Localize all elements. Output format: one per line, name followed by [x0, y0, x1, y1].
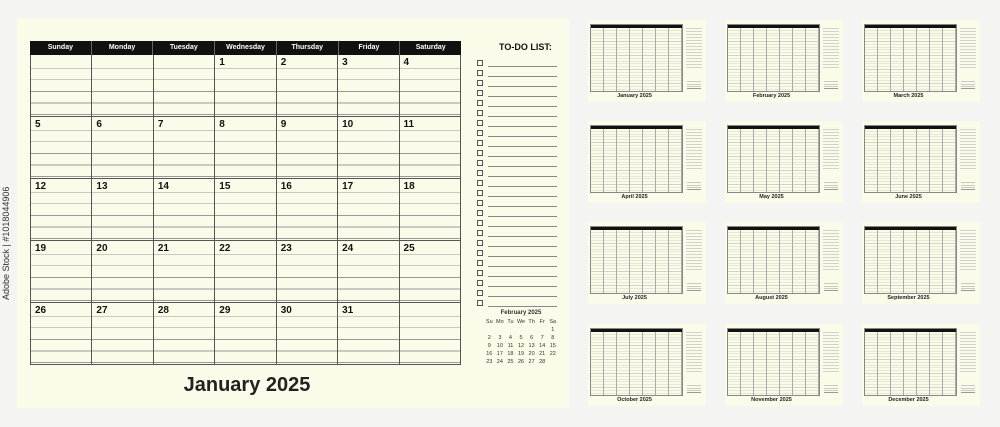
thumbnail-todo: [823, 127, 839, 171]
day-cell: [31, 303, 91, 364]
thumbnail-todo: [960, 330, 976, 374]
thumbnail-header: [865, 329, 956, 332]
thumbnail-todo: [686, 330, 702, 374]
thumbnail-label: August 2025: [755, 295, 788, 301]
day-number: 6: [96, 119, 105, 130]
thumbnail-grid: [864, 125, 957, 193]
todo-line: [488, 216, 557, 217]
day-cell: [91, 303, 152, 364]
week-row: [31, 179, 460, 241]
day-cell: [153, 303, 214, 364]
thumbnail-label: July 2025: [622, 295, 647, 301]
thumbnail-grid: [864, 226, 957, 294]
todo-item: [477, 207, 557, 217]
thumbnail-todo: [823, 26, 839, 70]
mini-day: 28: [539, 359, 546, 365]
thumbnail-header: [728, 329, 819, 332]
month-thumbnail: [588, 324, 706, 406]
checkbox-icon: [477, 210, 483, 216]
weekday-header-saturday: Saturday: [399, 41, 461, 55]
thumbnail-grid: [727, 24, 820, 92]
weekday-header-thursday: Thursday: [276, 41, 338, 55]
day-number: 20: [96, 243, 110, 254]
day-cell: [91, 179, 152, 240]
thumbnail-todo: [823, 228, 839, 272]
mini-day: 24: [496, 359, 503, 365]
month-thumbnail: [725, 324, 843, 406]
thumbnail-mini-calendar: [961, 282, 975, 292]
day-cell: [337, 117, 398, 178]
thumbnail-mini-calendar: [687, 282, 701, 292]
month-thumbnail: [588, 121, 706, 203]
day-number: 16: [281, 181, 295, 192]
thumbnail-header: [591, 227, 682, 230]
weekday-header-wednesday: Wednesday: [214, 41, 276, 55]
week-row: [31, 55, 460, 117]
todo-item: [477, 217, 557, 227]
thumbnail-label: September 2025: [887, 295, 930, 301]
thumbnail-label: January 2025: [617, 93, 652, 99]
todo-item: [477, 197, 557, 207]
checkbox-icon: [477, 140, 483, 146]
mini-day: [516, 327, 527, 335]
day-cell: [31, 117, 91, 178]
todo-line: [488, 116, 557, 117]
week-row: [31, 241, 460, 303]
weekday-header-sunday: Sunday: [47, 44, 73, 51]
mini-day: 4: [508, 335, 512, 341]
thumbnail-label: June 2025: [895, 194, 922, 200]
mini-calendar-february: [484, 310, 558, 367]
checkbox-icon: [477, 190, 483, 196]
todo-list: [477, 42, 557, 307]
mini-day: 18: [507, 351, 514, 357]
thumbnail-grid: [727, 125, 820, 193]
todo-item: [477, 127, 557, 137]
day-number: 31: [342, 305, 356, 316]
todo-line: [488, 126, 557, 127]
todo-item: [477, 187, 557, 197]
mini-weekday: Fr: [539, 319, 545, 325]
mini-week-row: [484, 327, 558, 335]
checkbox-icon: [477, 240, 483, 246]
todo-item: [477, 97, 557, 107]
day-number: 28: [158, 305, 172, 316]
mini-day: [526, 327, 537, 335]
mini-day: 9: [487, 343, 491, 349]
checkbox-icon: [477, 290, 483, 296]
todo-item: [477, 247, 557, 257]
mini-day: 21: [539, 351, 546, 357]
thumbnail-label: May 2025: [759, 194, 784, 200]
checkbox-icon: [477, 250, 483, 256]
weekday-header-friday: Friday: [338, 41, 400, 55]
todo-line: [488, 246, 557, 247]
mini-day: [495, 327, 506, 335]
thumbnail-header: [591, 25, 682, 28]
month-thumbnail: [725, 20, 843, 102]
thumbnail-label: October 2025: [617, 397, 652, 403]
day-cell: [91, 117, 152, 178]
day-number: 17: [342, 181, 356, 192]
todo-line: [488, 76, 557, 77]
day-cell: [214, 303, 275, 364]
month-thumbnail: [862, 20, 980, 102]
mini-calendar-title: February 2025: [500, 310, 542, 316]
day-cell: [214, 55, 275, 116]
thumbnail-mini-calendar: [687, 384, 701, 394]
day-cell: [399, 303, 460, 364]
day-number: 24: [342, 243, 356, 254]
mini-day: 19: [517, 351, 525, 357]
todo-title: TO-DO LIST:: [499, 42, 552, 52]
thumbnail-grid: [590, 328, 683, 396]
weekday-header-monday: Monday: [91, 41, 153, 55]
thumbnail-label: December 2025: [888, 397, 929, 403]
todo-line: [488, 146, 557, 147]
mini-week-row: [484, 359, 558, 367]
mini-day: 27: [528, 359, 535, 365]
thumbnail-header: [728, 25, 819, 28]
thumbnail-header: [865, 25, 956, 28]
mini-weekday: Mo: [496, 319, 504, 325]
thumbnail-grid: [727, 226, 820, 294]
thumbnail-grid: [590, 125, 683, 193]
checkbox-icon: [477, 150, 483, 156]
thumbnail-label: March 2025: [893, 93, 924, 99]
month-grid: [30, 41, 461, 365]
mini-week-row: [484, 351, 558, 359]
todo-line: [488, 236, 557, 237]
mini-day: 5: [519, 335, 523, 341]
todo-line: [488, 66, 557, 67]
month-thumbnail: [862, 121, 980, 203]
thumbnail-todo: [686, 26, 702, 70]
thumbnail-grid: [864, 24, 957, 92]
weekday-header: [30, 41, 461, 55]
thumbnail-header: [865, 227, 956, 230]
thumbnail-header: [591, 329, 682, 332]
mini-day: 14: [539, 343, 546, 349]
mini-day: 1: [551, 327, 555, 333]
thumbnail-todo: [686, 228, 702, 272]
checkbox-icon: [477, 180, 483, 186]
todo-item: [477, 57, 557, 67]
day-cell: [399, 241, 460, 302]
day-cell: [153, 179, 214, 240]
day-number: 18: [404, 181, 418, 192]
day-number: 5: [35, 119, 44, 130]
day-number: 9: [281, 119, 290, 130]
day-number: 21: [158, 243, 172, 254]
todo-line: [488, 296, 557, 297]
day-number: 2: [281, 57, 290, 68]
todo-item: [477, 137, 557, 147]
month-thumbnail: [725, 121, 843, 203]
month-title: January 2025: [183, 374, 311, 396]
mini-day: 11: [507, 343, 514, 349]
todo-item: [477, 67, 557, 77]
checkbox-icon: [477, 120, 483, 126]
todo-line: [488, 256, 557, 257]
todo-line: [488, 156, 557, 157]
thumbnail-mini-calendar: [824, 181, 838, 191]
mini-day: 10: [496, 343, 503, 349]
checkbox-icon: [477, 270, 483, 276]
day-number: 29: [219, 305, 233, 316]
stock-watermark-text: Adobe Stock | #1018044906: [1, 186, 11, 300]
mini-week-row: [484, 335, 558, 343]
day-cell: [214, 241, 275, 302]
todo-line: [488, 176, 557, 177]
thumbnail-mini-calendar: [961, 181, 975, 191]
day-cell: [276, 55, 337, 116]
day-cell: [399, 179, 460, 240]
day-number: 11: [404, 119, 418, 130]
todo-line: [488, 86, 557, 87]
checkbox-icon: [477, 90, 483, 96]
todo-item: [477, 237, 557, 247]
mini-day: [505, 327, 516, 335]
mini-day: 17: [496, 351, 503, 357]
week-rows: [30, 55, 461, 365]
day-number: 12: [35, 181, 49, 192]
todo-line: [488, 96, 557, 97]
todo-item: [477, 77, 557, 87]
todo-line: [488, 226, 557, 227]
day-cell: [214, 179, 275, 240]
week-row: [31, 303, 460, 365]
thumbnail-header: [728, 126, 819, 129]
month-thumbnail: [725, 222, 843, 304]
month-thumbnail: [862, 324, 980, 406]
checkbox-icon: [477, 80, 483, 86]
thumbnail-mini-calendar: [824, 80, 838, 90]
day-cell: [276, 117, 337, 178]
todo-line: [488, 106, 557, 107]
thumbnail-header: [591, 126, 682, 129]
mini-day: 16: [486, 351, 493, 357]
weekday-header-tuesday: Tuesday: [152, 41, 214, 55]
mini-weekday-row: [484, 319, 558, 327]
day-cell: [276, 179, 337, 240]
checkbox-icon: [477, 110, 483, 116]
todo-line: [488, 136, 557, 137]
week-row: [31, 117, 460, 179]
mini-day: [537, 327, 548, 335]
checkbox-icon: [477, 220, 483, 226]
day-cell: [153, 117, 214, 178]
thumbnail-mini-calendar: [824, 282, 838, 292]
mini-day: 25: [507, 359, 514, 365]
thumbnail-mini-calendar: [961, 80, 975, 90]
checkbox-icon: [477, 100, 483, 106]
todo-item: [477, 107, 557, 117]
mini-weekday: Su: [485, 319, 493, 325]
day-cell: [276, 303, 337, 364]
checkbox-icon: [477, 160, 483, 166]
mini-day: 12: [517, 343, 525, 349]
day-number: 4: [404, 57, 413, 68]
day-cell: [31, 241, 91, 302]
day-cell: [214, 117, 275, 178]
todo-line: [488, 206, 557, 207]
checkbox-icon: [477, 200, 483, 206]
day-cell: [399, 55, 460, 116]
mini-day: 2: [487, 335, 491, 341]
thumbnail-todo: [686, 127, 702, 171]
thumbnail-grid: [590, 24, 683, 92]
thumbnail-grid: [727, 328, 820, 396]
thumbnail-mini-calendar: [824, 384, 838, 394]
day-number: 7: [158, 119, 167, 130]
checkbox-icon: [477, 70, 483, 76]
thumbnail-todo: [823, 330, 839, 374]
todo-item: [477, 177, 557, 187]
todo-item: [477, 147, 557, 157]
thumbnail-label: April 2025: [621, 194, 648, 200]
mini-day: 3: [498, 335, 502, 341]
day-number: 26: [35, 305, 49, 316]
thumbnail-header: [728, 227, 819, 230]
day-cell: [337, 303, 398, 364]
thumbnail-mini-calendar: [687, 80, 701, 90]
todo-line: [488, 276, 557, 277]
day-number: 14: [158, 181, 172, 192]
todo-item: [477, 277, 557, 287]
todo-item: [477, 87, 557, 97]
day-number: 10: [342, 119, 356, 130]
day-number: 13: [96, 181, 110, 192]
day-cell: [91, 241, 152, 302]
mini-week-row: [484, 343, 558, 351]
checkbox-icon: [477, 260, 483, 266]
day-number: 30: [281, 305, 295, 316]
day-cell: [399, 117, 460, 178]
checkbox-icon: [477, 130, 483, 136]
day-cell: [91, 55, 152, 116]
mini-day: 26: [517, 359, 525, 365]
main-calendar-page: [17, 18, 569, 408]
todo-item: [477, 157, 557, 167]
day-number: 1: [219, 57, 228, 68]
checkbox-icon: [477, 60, 483, 66]
checkbox-icon: [477, 280, 483, 286]
thumbnail-label: February 2025: [752, 93, 791, 99]
thumbnail-mini-calendar: [961, 384, 975, 394]
todo-item: [477, 117, 557, 127]
thumbnail-todo: [960, 127, 976, 171]
mini-weekday: Tu: [507, 319, 514, 325]
day-cell: [31, 55, 91, 116]
mini-weekday: Th: [528, 319, 535, 325]
thumbnail-mini-calendar: [687, 181, 701, 191]
checkbox-icon: [477, 300, 483, 306]
day-cell: [31, 179, 91, 240]
mini-day: 8: [551, 335, 555, 341]
todo-item: [477, 257, 557, 267]
day-cell: [153, 241, 214, 302]
mini-day: 22: [549, 351, 556, 357]
day-number: 8: [219, 119, 228, 130]
thumbnail-grid: [864, 328, 957, 396]
todo-item: [477, 267, 557, 277]
day-cell: [337, 179, 398, 240]
thumbnail-header: [865, 126, 956, 129]
mini-weekday: We: [516, 319, 526, 325]
day-number: 22: [219, 243, 233, 254]
thumbnail-todo: [960, 26, 976, 70]
todo-item: [477, 167, 557, 177]
mini-day: 7: [540, 335, 544, 341]
month-thumbnail: [588, 222, 706, 304]
month-thumbnail: [588, 20, 706, 102]
todo-item: [477, 297, 557, 307]
mini-day: 23: [486, 359, 493, 365]
todo-line: [488, 186, 557, 187]
day-cell: [153, 55, 214, 116]
mini-day: [547, 359, 558, 367]
day-cell: [337, 55, 398, 116]
todo-line: [488, 266, 557, 267]
todo-item: [477, 287, 557, 297]
thumbnail-grid: [590, 226, 683, 294]
mini-day: [484, 327, 495, 335]
day-number: 23: [281, 243, 295, 254]
thumbnail-todo: [960, 228, 976, 272]
todo-item: [477, 227, 557, 237]
day-cell: [276, 241, 337, 302]
day-number: 25: [404, 243, 418, 254]
todo-line: [488, 196, 557, 197]
todo-line: [488, 166, 557, 167]
checkbox-icon: [477, 230, 483, 236]
day-number: 19: [35, 243, 49, 254]
mini-weekday: Sa: [549, 319, 557, 325]
mini-day: 15: [549, 343, 556, 349]
thumbnail-label: November 2025: [751, 397, 792, 403]
day-number: 15: [219, 181, 233, 192]
day-number: 3: [342, 57, 351, 68]
mini-day: 20: [528, 351, 535, 357]
day-cell: [337, 241, 398, 302]
todo-line: [488, 286, 557, 287]
mini-day: 6: [530, 335, 534, 341]
day-number: 27: [96, 305, 110, 316]
todo-line: [488, 306, 557, 307]
checkbox-icon: [477, 170, 483, 176]
month-thumbnail: [862, 222, 980, 304]
mini-day: 13: [528, 343, 535, 349]
